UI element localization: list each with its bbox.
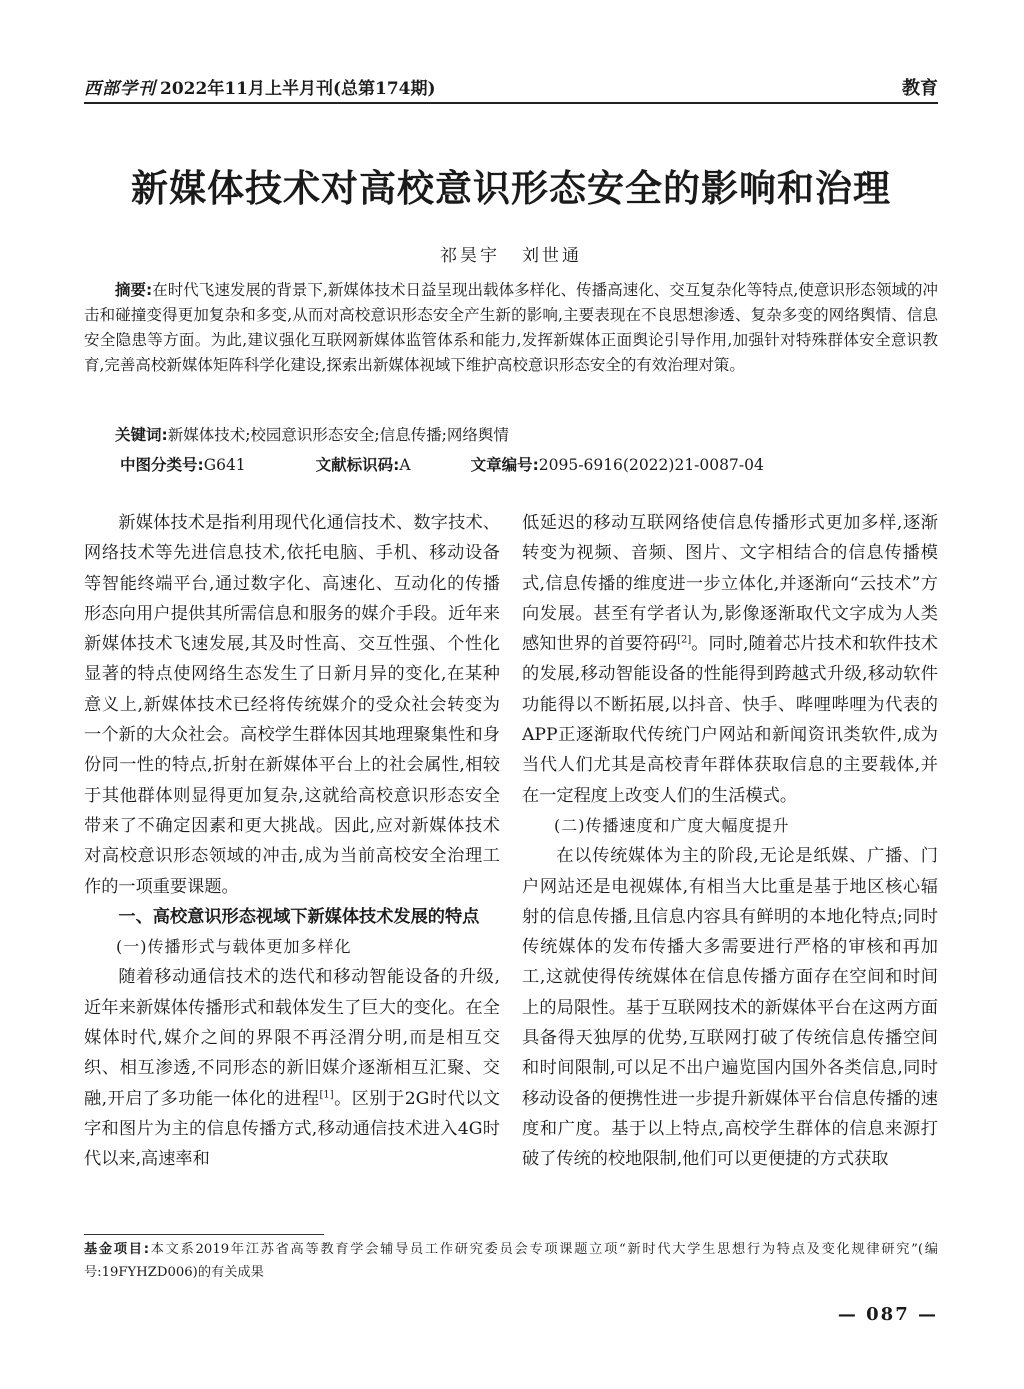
paragraph-1-1 [84,962,500,1174]
classification-line [120,453,938,478]
paragraph-1-1-text-a: 随着移动通信技术的迭代和移动智能设备的升级,近年来新媒体传播形式和载体发生了巨大的变化。在全媒体时代,媒介之间的界限不再泾渭分明,而是相互交织、相互渗透,不同形态的新旧媒介逐渐相互汇聚、交融,开启了多功能一体化的进程 [84,967,500,1109]
author-1: 祁昊宇 [440,246,500,266]
article-number [471,453,764,478]
abstract-label: 摘要: [115,281,153,299]
citation-1[interactable]: [1] [319,1088,334,1100]
article-value: 2095-6916(2022)21-0087-04 [538,456,764,474]
footnote-label: 基金项目: [84,1242,149,1257]
issue-info: 2022年11月上半月刊(总第174期) [160,79,436,99]
doc-value: A [399,456,411,474]
keywords-text: 新媒体技术;校园意识形态安全;信息传播;网络舆情 [167,426,509,444]
document-code [316,453,411,478]
paragraph-continued-text-b: 。同时,随着芯片技术和软件技术的发展,移动智能设备的性能得到跨越式升级,移动软件功能得以不断拓展,以抖音、快手、哔哩哔哩为代表的APP正逐渐取代传统门户网站和新闻资讯类软件,成为当代人们尤其是高校青年群体获取信息的主要载体,并在一定程度上改变人们的生活模式。 [522,634,938,806]
journal-issue [84,74,436,99]
article-label: 文章编号: [470,456,539,474]
footnote-text: 本文系2019年江苏省高等教育学会辅导员工作研究委员会专项课题立项“新时代大学生思想行为特点及变化规律研究”(编号:19FYHZD006)的有关成果 [84,1242,938,1280]
intro-paragraph: 新媒体技术是指利用现代化通信技术、数字技术、网络技术等先进信息技术,依托电脑、手机、移动设备等智能终端平台,通过数字化、高速化、互动化的传播形态向用户提供其所需信息和服务的媒介手段。近年来新媒体技术飞速发展,其及时性高、交互性强、个性化显著的特点使网络生态发生了日新月异的变化,在某种意义上,新媒体技术已经将传统媒介的受众社会转变为一个新的大众社会。高校学生群体因其地理聚集性和身份同一性的特点,折射在新媒体平台上的社会属性,相较于其他群体则显得更加复杂,这就给高校意识形态安全带来了不确定因素和更大挑战。因此,应对新媒体技术对高校意识形态领域的冲击,成为当前高校安全治理工作的一项重要课题。 [84,513,500,897]
section-name: 教育 [902,78,938,99]
subsection-heading-1-2: (二)传播速度和广度大幅度提升 [554,815,790,835]
keywords-label: 关键词: [115,426,168,444]
body-column-right [522,508,938,1175]
clc-number [120,453,246,478]
paper-title: 新媒体技术对高校意识形态安全的影响和治理 [131,166,891,210]
author-2: 刘世通 [522,246,582,266]
paragraph-continued-text-a: 低延迟的移动互联网络使信息传播形式更加多样,逐渐转变为视频、音频、图片、文字相结合的信息传播模式,信息传播的维度进一步立体化,并逐渐向“云技术”方向发展。甚至有学者认为,影像逐渐取代文字成为人类感知世界的首要符码 [522,513,938,655]
authors [84,241,938,266]
section-heading-1: 一、高校意识形态视域下新媒体技术发展的特点 [118,906,480,927]
clc-label: 中图分类号: [120,456,204,474]
abstract-text: 在时代飞速发展的背景下,新媒体技术日益呈现出载体多样化、传播高速化、交互复杂化等特点,使意识形态领域的冲击和碰撞变得更加复杂和多变,从而对高校意识形态安全产生新的影响,主要表现在不良思想渗透、复杂多变的网络舆情、信息安全隐患等方面。为此,建议强化互联网新媒体监管体系和能力,发挥新媒体正面舆论引导作用,加强针对特殊群体安全意识教育,完善高校新媒体矩阵科学化建设,探索出新媒体视域下维护高校意识形态安全的有效治理对策。 [84,281,938,374]
running-header [84,68,938,104]
doc-label: 文献标识码: [315,456,400,474]
paragraph-1-1-continued [522,508,938,811]
clc-value: G641 [203,456,246,474]
subsection-heading-1-1: (一)传播形式与载体更加多样化 [116,937,352,957]
funding-footnote [84,1238,938,1284]
abstract [84,278,938,378]
paragraph-1-1-text-b: 。区别于2G时代以文字和图片为主的信息传播方式,移动通信技术进入4G时代以来,高速率和 [84,1088,500,1170]
citation-2[interactable]: [2] [677,634,692,646]
keywords [84,423,938,448]
journal-logo: 西部学刊 [84,79,156,99]
paragraph-1-2: 在以传统媒体为主的阶段,无论是纸媒、广播、门户网站还是电视媒体,有相当大比重是基于地区核心辐射的信息传播,且信息内容具有鲜明的本地化特点;同时传统媒体的发布传播大多需要进行严格的审核和再加工,这就使得传统媒体在信息传播方面存在空间和时间上的局限性。基于互联网技术的新媒体平台在这两方面具备得天独厚的优势,互联网打破了传统信息传播空间和时间限制,可以足不出户遍览国内国外各类信息,同时移动设备的便携性进一步提升新媒体平台信息传播的速度和广度。基于以上特点,高校学生群体的信息来源打破了传统的校地限制,他们可以更便捷的方式获取 [522,846,938,1170]
page-number: — 087 — [837,1304,938,1325]
body-column-left [84,508,500,1175]
footnote-rule [84,1234,324,1235]
